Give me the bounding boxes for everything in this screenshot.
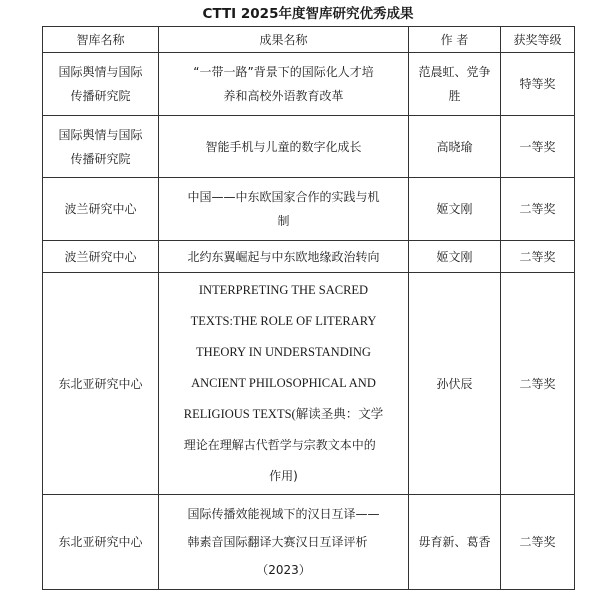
think-tank-cell: 国际舆情与国际 传播研究院 <box>43 116 159 178</box>
table-row <box>43 273 575 495</box>
table-row <box>43 53 575 116</box>
table-row <box>43 495 575 590</box>
header-level: 获奖等级 <box>501 27 575 53</box>
level-cell: 二等奖 <box>501 178 575 241</box>
result-cell: 北约东翼崛起与中东欧地缘政治转向 <box>159 241 409 273</box>
author-cell: 姬文刚 <box>409 178 501 241</box>
result-cell: 智能手机与儿童的数字化成长 <box>159 116 409 178</box>
author-cell: 姬文刚 <box>409 241 501 273</box>
author-cell: 毋育新、葛香 <box>409 495 501 590</box>
think-tank-cell: 东北亚研究中心 <box>43 495 159 590</box>
level-cell: 二等奖 <box>501 273 575 495</box>
table-row <box>43 116 575 178</box>
document-title: CTTI 2025年度智库研究优秀成果 <box>202 6 414 22</box>
think-tank-cell: 国际舆情与国际 传播研究院 <box>43 53 159 116</box>
header-result: 成果名称 <box>159 27 409 53</box>
think-tank-cell: 波兰研究中心 <box>43 178 159 241</box>
result-cell: 中国——中东欧国家合作的实践与机 制 <box>159 178 409 241</box>
think-tank-cell: 波兰研究中心 <box>43 241 159 273</box>
result-cell: “一带一路”背景下的国际化人才培 养和高校外语教育改革 <box>159 53 409 116</box>
level-cell: 二等奖 <box>501 495 575 590</box>
table-header-row <box>43 27 575 53</box>
level-cell: 一等奖 <box>501 116 575 178</box>
author-cell: 范晨虹、党争胜 <box>409 53 501 116</box>
header-think-tank: 智库名称 <box>43 27 159 53</box>
awards-table <box>42 26 575 590</box>
table-row <box>43 178 575 241</box>
table-row <box>43 241 575 273</box>
result-cell: INTERPRETING THE SACRED TEXTS:THE ROLE OF LITERARY THEORY IN UNDERSTANDING ANCIENT PHILOSOPHICAL AND RELIGIOUS TEXTS(解读圣典：文学 理论在理解古代哲学与宗教文本中的 作用) <box>159 273 409 495</box>
author-cell: 孙伏辰 <box>409 273 501 495</box>
header-author: 作 者 <box>409 27 501 53</box>
result-cell: 国际传播效能视域下的汉日互译—— 韩素音国际翻译大赛汉日互译评析 （2023） <box>159 495 409 590</box>
level-cell: 特等奖 <box>501 53 575 116</box>
think-tank-cell: 东北亚研究中心 <box>43 273 159 495</box>
author-cell: 高晓瑜 <box>409 116 501 178</box>
level-cell: 二等奖 <box>501 241 575 273</box>
